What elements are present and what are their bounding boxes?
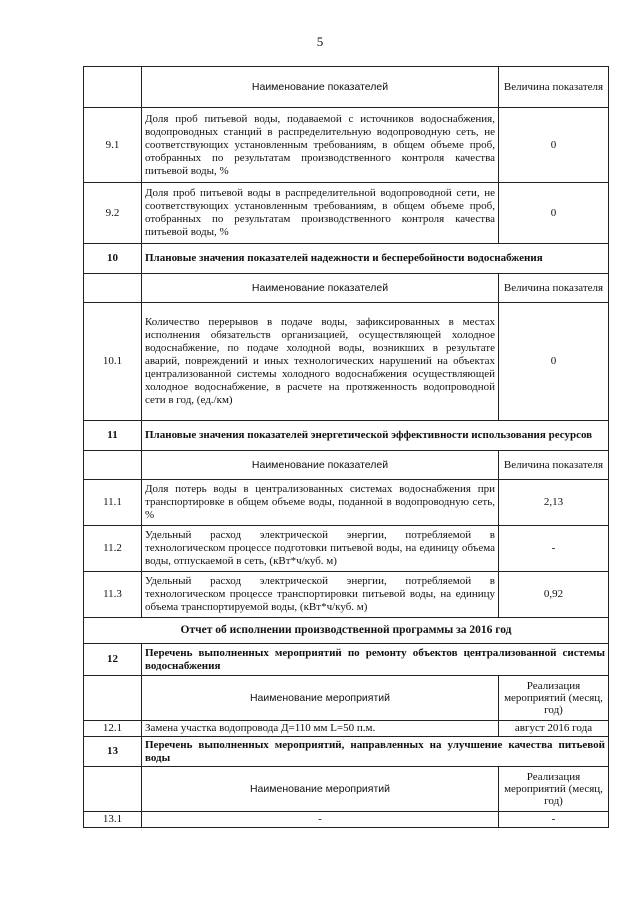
row-number: 9.2 <box>84 183 142 244</box>
table-row <box>84 303 609 421</box>
row-number: 12.1 <box>84 721 142 737</box>
row-description: Удельный расход электрической энергии, потребляемой в технологическом процессе подготовки питьевой воды, на единицу объема воды, отпускаемой в сеть, (кВт*ч/куб. м) <box>142 526 499 572</box>
row-description: Доля потерь воды в централизованных системах водоснабжения при транспортировке в общем объеме воды, поданной в водопроводную сеть, % <box>142 480 499 526</box>
row-number: 11.3 <box>84 572 142 618</box>
row-number: 11.2 <box>84 526 142 572</box>
section-row <box>84 421 609 451</box>
section-number: 12 <box>84 644 142 676</box>
header-name-cell: Наименование мероприятий <box>142 767 499 812</box>
header-name-cell: Наименование показателей <box>142 274 499 303</box>
header-num-cell <box>84 451 142 480</box>
row-number: 9.1 <box>84 108 142 183</box>
row-value: 0,92 <box>499 572 609 618</box>
row-description: Количество перерывов в подаче воды, зафиксированных в местах исполнения обязательств организацией, осуществляющей холодное водоснабжение, по подаче холодной воды, возникших в результате аварий, повреждений и иных технологических нарушений на объектах централизованной системы холодного водоснабжения осуществляющей холодное водоснабжение, в расчете на протяженность водопроводной сети в год, (ед./км) <box>142 303 499 421</box>
header-value-cell: Величина показателя <box>499 451 609 480</box>
row-description: Удельный расход электрической энергии, потребляемой в технологическом процессе транспортировки питьевой воды, на единицу объема транспортируемой воды, (кВт*ч/куб. м) <box>142 572 499 618</box>
header-value-cell: Величина показателя <box>499 274 609 303</box>
header-value-cell: Величина показателя <box>499 67 609 108</box>
section-row <box>84 737 609 767</box>
row-description: Доля проб питьевой воды, подаваемой с источников водоснабжения, водопроводных станций в распределительную водопроводную сеть, не соответствующих установленным требованиям, в общем объеме проб, отобранных по результатам производственного контроля качества питьевой воды, % <box>142 108 499 183</box>
header-value-cell: Реализация мероприятий (месяц, год) <box>499 676 609 721</box>
section-row <box>84 644 609 676</box>
section-number: 13 <box>84 737 142 767</box>
row-value: 0 <box>499 183 609 244</box>
page-number: 5 <box>316 34 324 49</box>
header-num-cell <box>84 767 142 812</box>
header-num-cell <box>84 274 142 303</box>
header-name-cell: Наименование показателей <box>142 67 499 108</box>
section-header-row <box>84 676 609 721</box>
header-name-cell: Наименование показателей <box>142 451 499 480</box>
table-row <box>84 108 609 183</box>
row-number: 10.1 <box>84 303 142 421</box>
table-row <box>84 480 609 526</box>
row-number: 11.1 <box>84 480 142 526</box>
row-description: - <box>142 812 499 828</box>
row-description: Доля проб питьевой воды в распределительной водопроводной сети, не соответствующих установленным требованиям, в общем объеме проб, отобранных по результатам производственного контроля качества питьевой воды, % <box>142 183 499 244</box>
table-row <box>84 572 609 618</box>
section-header-row <box>84 274 609 303</box>
report-title-row <box>84 618 609 644</box>
row-value: - <box>499 812 609 828</box>
section-number: 11 <box>84 421 142 451</box>
table-row <box>84 526 609 572</box>
section-row <box>84 244 609 274</box>
section-header-row <box>84 451 609 480</box>
row-value: август 2016 года <box>499 721 609 737</box>
section-title: Перечень выполненных мероприятий по ремонту объектов централизованной системы водоснабжения <box>142 644 609 676</box>
row-value: - <box>499 526 609 572</box>
row-value: 2,13 <box>499 480 609 526</box>
header-num-cell <box>84 67 142 108</box>
report-title: Отчет об исполнении производственной программы за 2016 год <box>84 618 609 644</box>
header-name-cell: Наименование мероприятий <box>142 676 499 721</box>
section-number: 10 <box>84 244 142 274</box>
header-value-cell: Реализация мероприятий (месяц, год) <box>499 767 609 812</box>
indicators-table <box>83 66 609 828</box>
table-row <box>84 721 609 737</box>
section-title: Перечень выполненных мероприятий, направленных на улучшение качества питьевой воды <box>142 737 609 767</box>
table-row <box>84 183 609 244</box>
section-title: Плановые значения показателей энергетической эффективности использования ресурсов <box>142 421 609 451</box>
table-header-row <box>84 67 609 108</box>
row-description: Замена участка водопровода Д=110 мм L=50 п.м. <box>142 721 499 737</box>
table-row <box>84 812 609 828</box>
section-header-row <box>84 767 609 812</box>
row-value: 0 <box>499 303 609 421</box>
row-number: 13.1 <box>84 812 142 828</box>
header-num-cell <box>84 676 142 721</box>
section-title: Плановые значения показателей надежности и бесперебойности водоснабжения <box>142 244 609 274</box>
row-value: 0 <box>499 108 609 183</box>
